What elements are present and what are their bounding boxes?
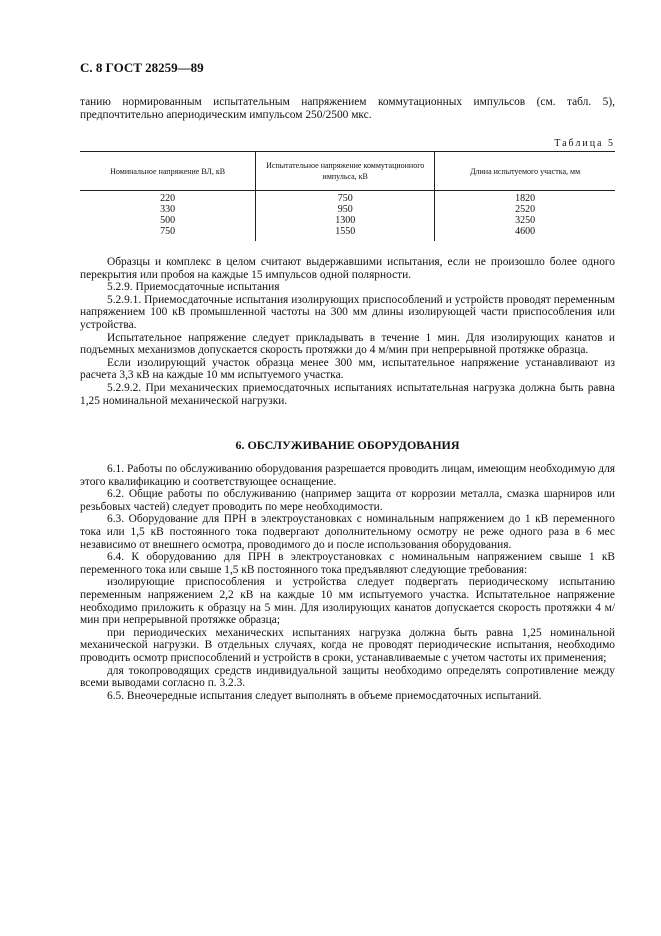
table-row xyxy=(80,204,615,215)
paragraph: Испытательное напряжение следует прикладывать в течение 1 мин. Для изолирующих канатов и подъемных механизмов допускается скорость протяжки до 4 м/мин при непрерывной протяжке образца. xyxy=(80,331,615,357)
intro-paragraph xyxy=(80,96,615,121)
section-5-text xyxy=(80,256,615,407)
paragraph: 5.2.9.1. Приемосдаточные испытания изолирующих приспособлений и устройств проводят переменным напряжением 100 кВ промышленной частоты на 300 мм длины изолирующей части приспособления или устройства. xyxy=(80,293,615,331)
table-row xyxy=(80,215,615,226)
table-cell: 330 xyxy=(160,204,176,215)
column-header-test-voltage: Испытательное напряжение коммутационного импульса, кВ xyxy=(256,152,435,191)
table-cell: 750 xyxy=(256,191,435,205)
paragraph: 6.5. Внеочередные испытания следует выполнять в объеме приемосдаточных испытаний. xyxy=(107,689,542,702)
table-row xyxy=(80,191,615,205)
section-heading: 6. ОБСЛУЖИВАНИЕ ОБОРУДОВАНИЯ xyxy=(235,438,460,452)
column-header-nominal-voltage: Номинальное напряжение ВЛ, кВ xyxy=(80,152,256,191)
table-cell: 500 xyxy=(160,215,176,226)
paragraph: 6.4. К оборудованию для ПРН в электроустановках с номинальным напряжением свыше 1 кВ переменного тока или свыше 1,5 кВ постоянного тока предъявляют следующие требования: xyxy=(80,551,615,576)
table-cell: 2520 xyxy=(435,204,615,215)
table-5 xyxy=(80,151,615,241)
paragraph: 6.3. Оборудование для ПРН в электроустановках с номинальным напряжением до 1 кВ переменного тока или 1,5 кВ постоянного тока подвергают дополнительному осмотру не реже одного раза в 6 мес независимо от внешнего осмотра, проводимого до и после использования оборудования. xyxy=(80,513,615,551)
table-cell: 1300 xyxy=(256,215,435,226)
section-6-text xyxy=(80,463,615,702)
column-header-section-length: Длина испытуемого участка, мм xyxy=(435,152,615,191)
table-cell: 750 xyxy=(160,226,176,237)
table-row xyxy=(80,226,615,241)
table-header-row xyxy=(80,152,615,191)
paragraph: 6.1. Работы по обслуживанию оборудования разрешается проводить лицам, имеющим необходимую для этого квалификацию и соответствующее оснащение. xyxy=(80,463,615,488)
table-cell: 3250 xyxy=(435,215,615,226)
intro-text: танию нормированным испытательным напряжением коммутационных импульсов (см. табл. 5), предпочтительно апериодическим импульсом 250/2500 мкс. xyxy=(80,96,615,121)
page-header: С. 8 ГОСТ 28259—89 xyxy=(80,60,204,75)
subsection-heading-5-2-9: 5.2.9. Приемосдаточные испытания xyxy=(107,281,280,294)
paragraph: Если изолирующий участок образца менее 300 мм, испытательное напряжение устанавливают из расчета 3,3 кВ на каждые 10 мм испытуемого участка. xyxy=(80,356,615,382)
paragraph: 6.2. Общие работы по обслуживанию (например защита от коррозии металла, смазка шарниров или резьбовых частей) следует проводить по мере необходимости. xyxy=(80,488,615,513)
table-cell: 1550 xyxy=(256,226,435,241)
paragraph: изолирующие приспособления и устройства следует подвергать периодическому испытанию переменным напряжением 2,2 кВ на каждые 10 мм испытуемого участка. Испытательное напряжение необходимо приложить к образцу на 5 мин. Для изолирующих канатов допускается скорость протяжки 4 м/мин при непрерывной протяжке образца; xyxy=(80,576,615,627)
table-cell: 950 xyxy=(256,204,435,215)
paragraph: 5.2.9.2. При механических приемосдаточных испытаниях испытательная нагрузка должна быть равна 1,25 номинальной механической нагрузки. xyxy=(80,381,615,407)
table-cell: 4600 xyxy=(435,226,615,241)
table-cell: 220 xyxy=(160,193,176,204)
paragraph: Образцы и комплекс в целом считают выдержавшими испытания, если не произошло более одного перекрытия или пробоя на каждые 15 импульсов одной полярности. xyxy=(80,256,615,281)
voltage-table xyxy=(80,151,615,241)
table-cell: 1820 xyxy=(435,191,615,205)
table-caption: Таблица 5 xyxy=(554,138,615,149)
paragraph: при периодических механических испытаниях нагрузка должна быть равна 1,25 номинальной механической нагрузки. В отдельных случаях, когда не проводят периодические испытания, необходимо проводить осмотр приспособлений и устройств в сроки, устанавливаемые с учетом частоты их применения; xyxy=(80,626,615,664)
paragraph: для токопроводящих средств индивидуальной защиты необходимо определять сопротивление между всеми выводами согласно п. 3.2.3. xyxy=(80,664,615,690)
